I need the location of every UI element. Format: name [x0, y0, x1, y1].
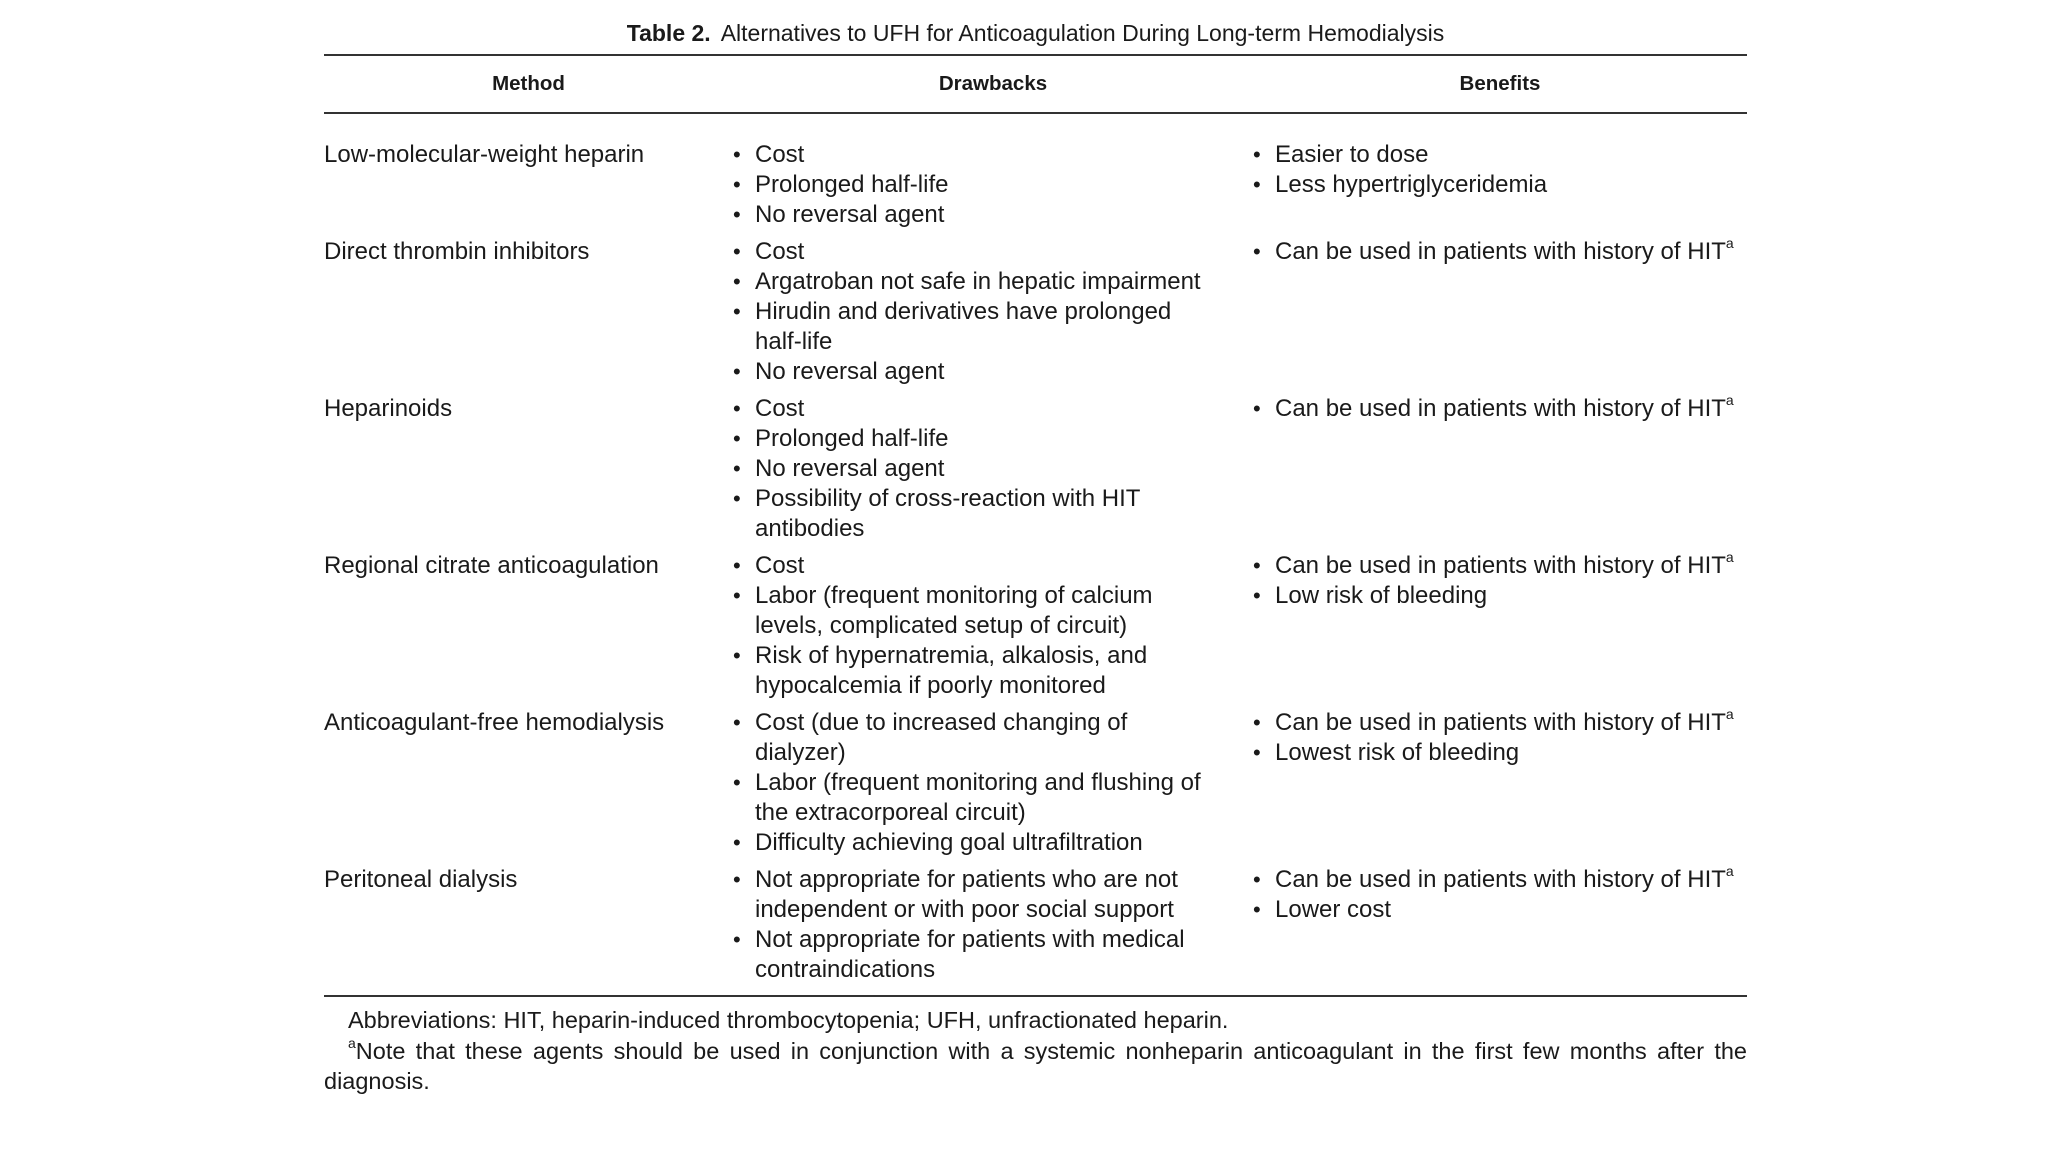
drawback-text: Difficulty achieving goal ultrafiltration [755, 829, 1143, 857]
table-container [324, 14, 1747, 1097]
bullet-icon: • [733, 299, 741, 325]
benefit-item [1253, 548, 1747, 581]
table-footnotes [324, 997, 1747, 1097]
bullet-icon: • [733, 359, 741, 385]
bullet-icon: • [1253, 896, 1261, 922]
benefits-list [1253, 140, 1747, 200]
drawbacks-list [733, 708, 1203, 859]
footnote-ref: a [1725, 548, 1734, 565]
bullet-icon: • [1253, 552, 1261, 578]
drawback-text: Cost [755, 237, 805, 265]
drawback-text: Cost [755, 141, 805, 168]
drawback-item [733, 484, 1203, 544]
drawback-item [733, 357, 1203, 387]
table-row [324, 705, 1747, 859]
table-body [324, 114, 1747, 995]
benefits-list [1253, 705, 1747, 768]
bullet-icon: • [733, 552, 741, 578]
benefits-cell [1253, 705, 1747, 859]
bullet-icon: • [1253, 238, 1261, 264]
method-cell [324, 865, 733, 986]
drawback-item [733, 140, 1203, 170]
benefits-cell [1253, 391, 1747, 545]
drawback-item [733, 454, 1203, 484]
drawback-item [733, 641, 1203, 701]
drawbacks-list [733, 865, 1203, 986]
header-method: Method [492, 72, 565, 95]
bullet-icon: • [1253, 142, 1261, 167]
benefits-cell [1253, 548, 1747, 702]
benefit-item [1253, 895, 1747, 925]
benefit-text: Low risk of bleeding [1275, 581, 1488, 609]
footnote-ref: a [1725, 234, 1734, 251]
drawback-text: No reversal agent [755, 201, 945, 229]
benefit-item [1253, 581, 1747, 611]
drawbacks-cell [733, 394, 1253, 545]
footnote-text: Note that these agents should be used in conjunction with a systemic nonheparin anticoagulant in the first few months after the diagnosis. [324, 1037, 1747, 1095]
method-name: Anticoagulant-free hemodialysis [324, 708, 665, 736]
abbreviations-note: Abbreviations: HIT, heparin-induced thrombocytopenia; UFH, unfractionated heparin. [348, 1007, 1229, 1034]
table-row [324, 862, 1747, 986]
table-caption [324, 14, 1747, 54]
drawback-text: No reversal agent [755, 358, 945, 386]
benefits-list [1253, 234, 1747, 267]
benefit-text: Lower cost [1275, 895, 1392, 923]
drawback-item [733, 297, 1203, 357]
bullet-icon: • [733, 866, 741, 892]
drawbacks-list [733, 551, 1203, 702]
method-name: Regional citrate anticoagulation [324, 551, 659, 579]
benefit-item [1253, 738, 1747, 768]
bullet-icon: • [733, 456, 741, 482]
header-drawbacks: Drawbacks [938, 72, 1048, 95]
bullet-icon: • [1253, 582, 1261, 608]
drawback-text: Cost [755, 394, 805, 422]
table-row [324, 140, 1747, 231]
drawbacks-list [733, 140, 1203, 231]
drawback-text: Not appropriate for patients who are not independent or with poor social support [755, 865, 1178, 923]
method-name: Heparinoids [324, 394, 453, 422]
table-title: Alternatives to UFH for Anticoagulation During Long-term Hemodialysis [720, 20, 1445, 46]
benefits-list [1253, 862, 1747, 925]
bullet-icon: • [1253, 709, 1261, 735]
benefit-text: Easier to dose [1275, 141, 1429, 168]
drawback-text: Cost [755, 551, 805, 579]
bullet-icon: • [733, 770, 741, 796]
drawback-item [733, 925, 1203, 985]
table-row [324, 391, 1747, 545]
footnote-ref: a [1725, 705, 1734, 722]
drawback-text: Hirudin and derivatives have prolonged half-life [755, 298, 1172, 356]
benefits-cell [1253, 234, 1747, 388]
drawback-item [733, 394, 1203, 424]
bullet-icon: • [733, 830, 741, 856]
bullet-icon: • [733, 202, 741, 228]
bullet-icon: • [1253, 172, 1261, 198]
drawback-item [733, 200, 1203, 230]
header-benefits: Benefits [1459, 72, 1541, 95]
drawbacks-cell [733, 140, 1253, 231]
table-row [324, 234, 1747, 388]
method-cell [324, 708, 733, 859]
benefits-cell [1253, 862, 1747, 986]
drawbacks-cell [733, 865, 1253, 986]
benefit-text: Can be used in patients with history of HIT [1275, 708, 1726, 736]
drawback-text: Labor (frequent monitoring and flushing of the extracorporeal circuit) [755, 769, 1201, 827]
bullet-icon: • [733, 238, 741, 264]
benefit-item [1253, 391, 1747, 424]
drawback-item [733, 551, 1203, 581]
benefit-text: Lowest risk of bleeding [1275, 738, 1520, 766]
method-cell [324, 140, 733, 231]
drawback-item [733, 865, 1203, 925]
bullet-icon: • [733, 486, 741, 512]
bullet-icon: • [733, 142, 741, 167]
drawback-text: Prolonged half-life [755, 424, 949, 452]
drawback-text: Prolonged half-life [755, 171, 949, 199]
bullet-icon: • [733, 582, 741, 608]
benefit-item [1253, 140, 1747, 170]
bullet-icon: • [733, 395, 741, 421]
benefit-item [1253, 705, 1747, 738]
drawback-item [733, 828, 1203, 858]
bullet-icon: • [1253, 866, 1261, 892]
footnote-a [324, 1036, 1747, 1097]
drawback-item [733, 267, 1203, 297]
method-name: Peritoneal dialysis [324, 865, 518, 893]
drawback-text: No reversal agent [755, 455, 945, 483]
benefits-list [1253, 391, 1747, 424]
benefit-text: Can be used in patients with history of HIT [1275, 237, 1726, 265]
drawback-text: Labor (frequent monitoring of calcium levels, complicated setup of circuit) [755, 581, 1153, 640]
drawbacks-list [733, 394, 1203, 545]
benefits-list [1253, 548, 1747, 611]
benefit-item [1253, 862, 1747, 895]
drawback-text: Cost (due to increased changing of dialyzer) [755, 708, 1128, 766]
drawback-item [733, 170, 1203, 200]
method-cell [324, 237, 733, 388]
footnote-ref: a [1725, 862, 1734, 879]
bullet-icon: • [733, 927, 741, 953]
drawback-item [733, 708, 1203, 768]
drawbacks-cell [733, 708, 1253, 859]
bullet-icon: • [733, 643, 741, 669]
drawbacks-cell [733, 551, 1253, 702]
method-name: Direct thrombin inhibitors [324, 237, 590, 265]
benefit-item [1253, 170, 1747, 200]
benefit-text: Can be used in patients with history of HIT [1275, 865, 1726, 893]
benefit-text: Less hypertriglyceridemia [1275, 171, 1548, 199]
drawback-text: Argatroban not safe in hepatic impairment [755, 267, 1201, 295]
method-cell [324, 394, 733, 545]
drawbacks-cell [733, 237, 1253, 388]
benefit-text: Can be used in patients with history of HIT [1275, 394, 1726, 422]
bullet-icon: • [733, 172, 741, 198]
method-name: Low-molecular-weight heparin [324, 141, 645, 168]
bullet-icon: • [1253, 395, 1261, 421]
table-label: Table 2. [626, 20, 711, 46]
drawback-item [733, 768, 1203, 828]
method-cell [324, 551, 733, 702]
header-row [324, 56, 1747, 112]
bullet-icon: • [733, 268, 741, 294]
benefits-cell [1253, 140, 1747, 231]
benefit-text: Can be used in patients with history of HIT [1275, 551, 1726, 579]
drawback-text: Possibility of cross-reaction with HIT antibodies [755, 485, 1141, 543]
drawback-item [733, 237, 1203, 267]
drawback-text: Not appropriate for patients with medical contraindications [755, 926, 1185, 984]
benefit-item [1253, 234, 1747, 267]
bullet-icon: • [733, 425, 741, 451]
bullet-icon: • [733, 709, 741, 735]
drawback-item [733, 424, 1203, 454]
drawbacks-list [733, 237, 1203, 388]
footnote-ref: a [1725, 391, 1734, 408]
drawback-item [733, 581, 1203, 641]
footnote-marker: a [348, 1034, 356, 1051]
drawback-text: Risk of hypernatremia, alkalosis, and hypocalcemia if poorly monitored [755, 642, 1148, 700]
bullet-icon: • [1253, 739, 1261, 765]
table-row [324, 548, 1747, 702]
